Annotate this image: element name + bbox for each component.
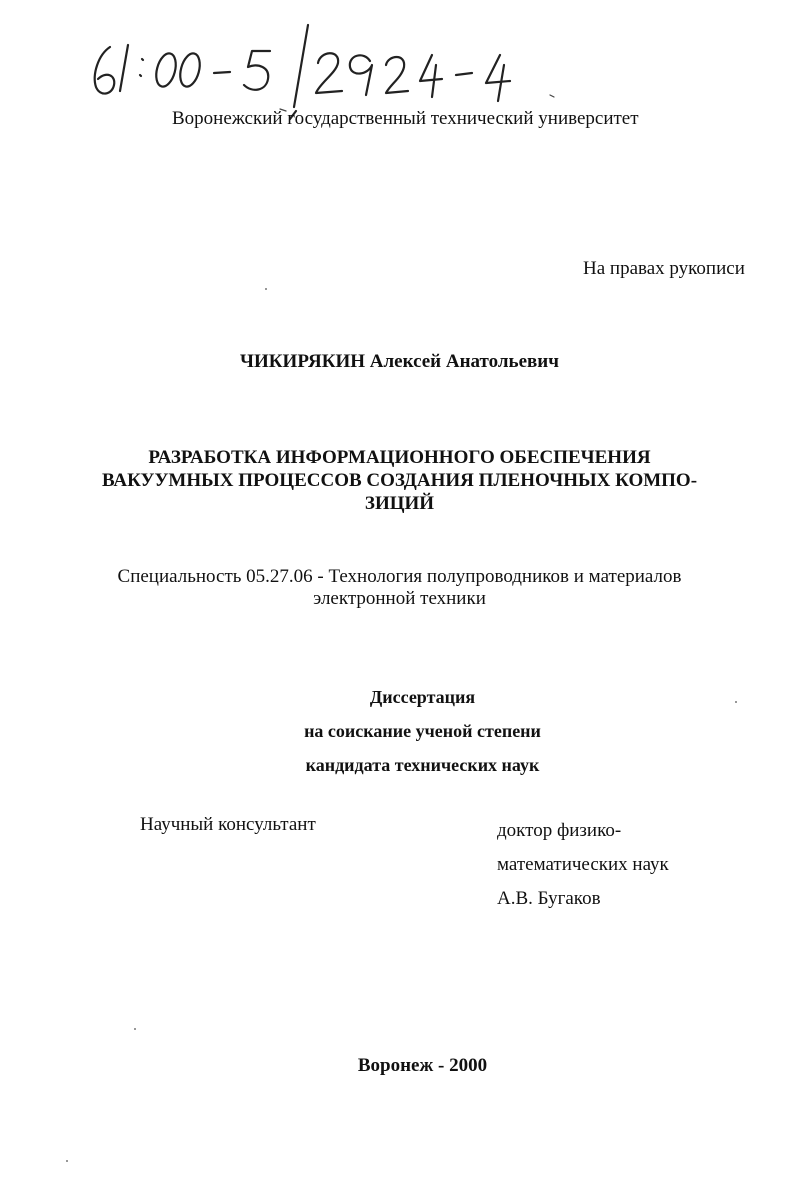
dissertation-title [0,446,799,515]
degree-line: кандидата технических наук [305,755,540,775]
degree-line: Диссертация [369,687,476,707]
scan-speck [735,701,737,703]
consultant-info [497,814,669,916]
city-year: Воронеж - 2000 [357,1055,488,1076]
title-line: ВАКУУМНЫХ ПРОЦЕССОВ СОЗДАНИЯ ПЛЕНОЧНЫХ КОМПО- [101,470,698,491]
scan-speck [265,288,267,290]
university-name: Воронежский государственный технический университет [172,108,639,129]
consultant-line: доктор физико- [497,820,622,841]
manuscript-note: На правах рукописи [583,258,745,279]
specialty-block [0,566,799,610]
title-line: ЗИЦИЙ [364,493,435,514]
degree-block [0,680,799,782]
scan-speck [134,1028,136,1030]
scan-speck [66,1160,68,1162]
title-line: РАЗРАБОТКА ИНФОРМАЦИОННОГО ОБЕСПЕЧЕНИЯ [148,447,651,468]
specialty-line: Специальность 05.27.06 - Технология полупроводников и материалов [117,566,682,587]
consultant-label: Научный консультант [140,814,316,835]
degree-line: на соискание ученой степени [304,721,541,741]
consultant-line: математических наук [497,854,669,875]
specialty-line: электронной техники [313,588,486,609]
consultant-line: А.В. Бугаков [497,888,601,909]
author-name: ЧИКИРЯКИН Алексей Анатольевич [240,351,559,372]
